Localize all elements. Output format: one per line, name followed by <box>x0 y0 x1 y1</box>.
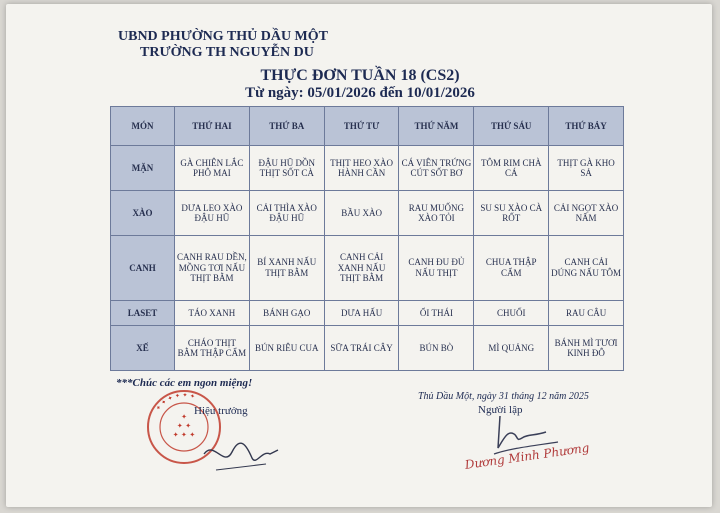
menu-cell: TÔM RIM CHÀ CÁ <box>474 146 549 191</box>
menu-cell: CÁ VIÊN TRỨNG CÚT SỐT BƠ <box>399 146 474 191</box>
menu-cell: TÁO XANH <box>175 300 250 325</box>
menu-cell: MÌ QUẢNG <box>474 325 549 370</box>
menu-cell: ĐẬU HŨ DỒN THỊT SỐT CÀ <box>249 146 324 191</box>
menu-cell: GÀ CHIÊN LẮC PHÔ MAI <box>175 146 250 191</box>
preparer-name: Dương Minh Phương <box>464 440 591 472</box>
menu-cell: CHÁO THỊT BẰM THẬP CẨM <box>175 325 250 370</box>
table-row <box>111 191 624 236</box>
svg-text:✦: ✦ <box>181 413 187 421</box>
row-label: LASET <box>111 300 175 325</box>
row-label: XÀO <box>111 191 175 236</box>
menu-cell: CẢI THÌA XÀO ĐẬU HŨ <box>249 191 324 236</box>
menu-cell: RAU MUỐNG XÀO TỎI <box>399 191 474 236</box>
menu-cell: CANH RAU DỀN, MỒNG TƠI NẤU THỊT BẰM <box>175 236 250 301</box>
table-row <box>111 146 624 191</box>
table-row <box>111 325 624 370</box>
menu-cell: THỊT HEO XÀO HÀNH CẦN <box>324 146 399 191</box>
menu-header-row <box>111 107 624 146</box>
menu-cell: BÁNH GẠO <box>249 300 324 325</box>
svg-text:✦ ✦: ✦ ✦ <box>176 422 192 430</box>
menu-cell: BÁNH MÌ TƯƠI KINH ĐÔ <box>549 325 624 370</box>
column-header-dish: MÓN <box>111 107 175 146</box>
page-title: THỰC ĐƠN TUẦN 18 (CS2) <box>260 67 460 84</box>
menu-cell: SU SU XÀO CÀ RỐT <box>474 191 549 236</box>
column-header-tuesday: THỨ BA <box>249 107 324 146</box>
menu-cell: CANH CẢI XANH NẤU THỊT BẰM <box>324 236 399 301</box>
column-header-saturday: THỨ BẢY <box>549 107 624 146</box>
menu-cell: BÍ XANH NẤU THỊT BẰM <box>249 236 324 301</box>
menu-cell: DƯA LEO XÀO ĐẬU HŨ <box>175 191 250 236</box>
menu-table <box>110 106 624 371</box>
principal-title: Hiệu trưởng <box>194 405 248 417</box>
table-row <box>111 236 624 301</box>
menu-cell: CHUA THẬP CẨM <box>474 236 549 301</box>
menu-cell: SỮA TRÁI CÂY <box>324 325 399 370</box>
svg-text:✦ ✦ ✦: ✦ ✦ ✦ <box>172 431 196 439</box>
menu-cell: DƯA HẤU <box>324 300 399 325</box>
column-header-friday: THỨ SÁU <box>474 107 549 146</box>
menu-cell: BẦU XÀO <box>324 191 399 236</box>
row-label: CANH <box>111 236 175 301</box>
menu-cell: ỔI THÁI <box>399 300 474 325</box>
authority-name: UBND PHƯỜNG THỦ DẦU MỘT <box>118 29 328 44</box>
menu-cell: CHUỐI <box>474 300 549 325</box>
menu-cell: BÚN RIÊU CUA <box>249 325 324 370</box>
column-header-wednesday: THỨ TƯ <box>324 107 399 146</box>
column-header-thursday: THỨ NĂM <box>399 107 474 146</box>
menu-cell: RAU CÂU <box>549 300 624 325</box>
menu-cell: THỊT GÀ KHO SẢ <box>549 146 624 191</box>
school-name: TRƯỜNG TH NGUYỄN DU <box>140 45 314 60</box>
svg-text:✦ ✦ ✦ ✦ ✦ ✦: ✦ ✦ ✦ ✦ ✦ ✦ <box>154 391 196 413</box>
place-and-date: Thủ Dầu Một, ngày 31 tháng 12 năm 2025 <box>418 391 589 402</box>
date-range: Từ ngày: 05/01/2026 đến 10/01/2026 <box>245 85 475 101</box>
closing-wish: ***Chúc các em ngon miệng! <box>116 377 253 389</box>
menu-cell: CANH CẢI DÚNG NẤU TÔM <box>549 236 624 301</box>
row-label: MẶN <box>111 146 175 191</box>
row-label: XẾ <box>111 325 175 370</box>
principal-signature <box>196 420 286 480</box>
menu-cell: BÚN BÒ <box>399 325 474 370</box>
menu-cell: CANH ĐU ĐỦ NẤU THỊT <box>399 236 474 301</box>
table-row <box>111 300 624 325</box>
preparer-title: Người lập <box>478 404 523 416</box>
column-header-monday: THỨ HAI <box>175 107 250 146</box>
menu-cell: CẢI NGỌT XÀO NẤM <box>549 191 624 236</box>
